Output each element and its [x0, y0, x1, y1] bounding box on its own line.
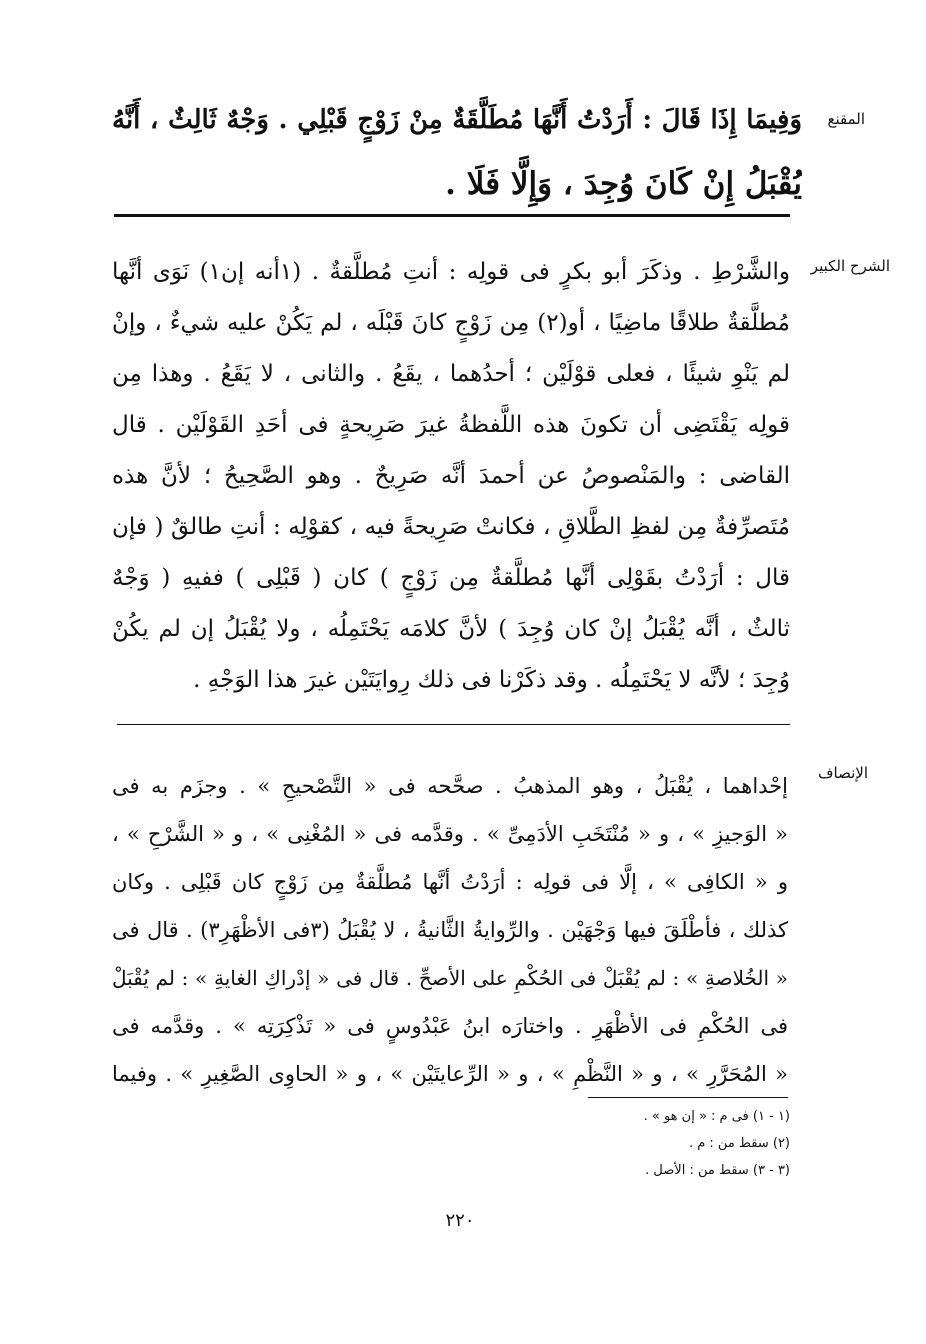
sharh-line: القاضى : والمَنْصوصُ عن أحمدَ أنَّه صَرِيحٌ . وهو الصَّحِيحُ ؛ لأنَّ هذه	[112, 463, 790, 489]
sharh-line: مُطلَّقةٌ طلاقًا ماضِيًا ، أو(٢) مِن زَوْجٍ كانَ قَبْلَه ، لم يَكُنْ عليه شيءٌ ، وإنْ	[112, 310, 790, 336]
footnotes	[520, 1103, 790, 1184]
sharh-line: لم يَنْوِ شيئًا ، فعلى قوْلَيْن ؛ أحدُهما ، يقَعُ . والثانى ، لا يَقَعُ . وهذا مِن	[112, 361, 790, 387]
section-label-sharh: الشرح الكبير	[810, 257, 890, 275]
insaf-line: « الوَجيزِ » ، و « مُنْتَخَبِ الأدَمِىِّ » . وقدَّمه فى « المُغْنِى » ، و « الشَّرْحِ » ،	[112, 822, 788, 846]
sharh-line: ثالثٌ ، أنَّه يُقْبَلُ إنْ كان وُجِدَ ) لأنَّ كلامَه يَحْتَمِلُه ، ولا يُقْبَلُ إن لم يكُنْ	[112, 616, 790, 642]
section-divider-thick	[114, 214, 790, 217]
insaf-line: و « الكافِى » ، إلَّا فى قولِه : أرَدْتُ أنَّها مُطلَّقةٌ مِن زَوْجٍ كان قَبْلِى . وكان	[112, 870, 788, 894]
sharh-line: مُتَصرِّفةٌ مِن لفظِ الطَّلاقِ ، فكانتْ صَرِيحةً فيه ، كقوْلِه : أنتِ طالقٌ ( فإن	[112, 514, 790, 540]
insaf-text-block	[112, 762, 788, 1098]
sharh-line: وُجِدَ ؛ لأنَّه لا يَحْتَمِلُه . وقد ذكَرْنا فى ذلك رِوايَتَيْن غيرَ هذا الوَجْهِ .	[193, 667, 790, 693]
section-label-insaf: الإنصاف	[817, 764, 868, 782]
section-divider-thin	[117, 724, 790, 725]
muqni-line: وَفِيمَا إِذَا قَالَ : أَرَدْتُ أَنَّهَا مُطَلَّقَةٌ مِنْ زَوْجٍ قَبْلِي . وَجْهٌ ثَالِثٌ ، أَنَّهُ	[112, 105, 802, 135]
footnote: (٣ - ٣) سقط من : الأصل .	[645, 1163, 790, 1178]
section-label-muqni: المقنع	[827, 110, 865, 128]
insaf-line: « الخُلاصةِ » : لم يُقْبَلْ فى الحُكْمِ على الأصحِّ . قال فى « إدْراكِ الغايةِ » : لم يُقْبَلْ	[112, 966, 788, 990]
sharh-text-block	[112, 247, 790, 706]
page-number: ٢٢٠	[445, 1210, 475, 1231]
sharh-line: قال : أرَدْتُ بقَوْلِى أنَّها مُطلَّقةٌ مِن زَوْجٍ ) كان ( قَبْلِى ) ففيهِ ( وَجْهٌ	[112, 565, 790, 591]
muqni-line: يُقْبَلُ إِنْ كَانَ وُجِدَ ، وَإِلَّا فَلَا .	[445, 166, 802, 202]
insaf-line: إحْداهما ، يُقْبَلُ ، وهو المذهبُ . صحَّحه فى « التَّصْحيحِ » . وجزَم به فى	[112, 774, 788, 798]
footnote: (١ - ١) فى م : « إن هو » .	[643, 1109, 790, 1124]
sharh-line: والشَّرْطِ . وذكَرَ أبو بكرٍ فى قولِه : أنتِ مُطلَّقةٌ . (١أنه إن١) نَوَى أنَّها	[112, 259, 790, 285]
insaf-line: كذلك ، فأطْلَقَ فيها وَجْهَيْن . والرِّوايةُ الثَّانيةُ ، لا يُقْبَلُ (٣فى الأظْهَرِ٣) . قال فى	[112, 918, 788, 942]
muqni-text-block	[112, 88, 802, 216]
sharh-line: قولِه يَقْتَضِى أن تكونَ هذه اللَّفظةُ غيرَ صَرِيحةٍ فى أحَدِ القَوْلَيْن . قال	[112, 412, 790, 438]
footnote-divider	[588, 1097, 788, 1098]
footnote: (٢) سقط من : م .	[688, 1136, 790, 1151]
insaf-line: « المُحَرَّرِ » ، و « النَّظْمِ » ، و « الرِّعايتَيْن » ، و « الحاوِى الصَّغِيرِ » . وفيما	[112, 1062, 788, 1086]
insaf-line: فى الحُكْمِ فى الأظْهَرِ . واختارَه ابنُ عَبْدُوسٍ فى « تَذْكِرَتِه » . وقدَّمه فى	[112, 1014, 788, 1038]
